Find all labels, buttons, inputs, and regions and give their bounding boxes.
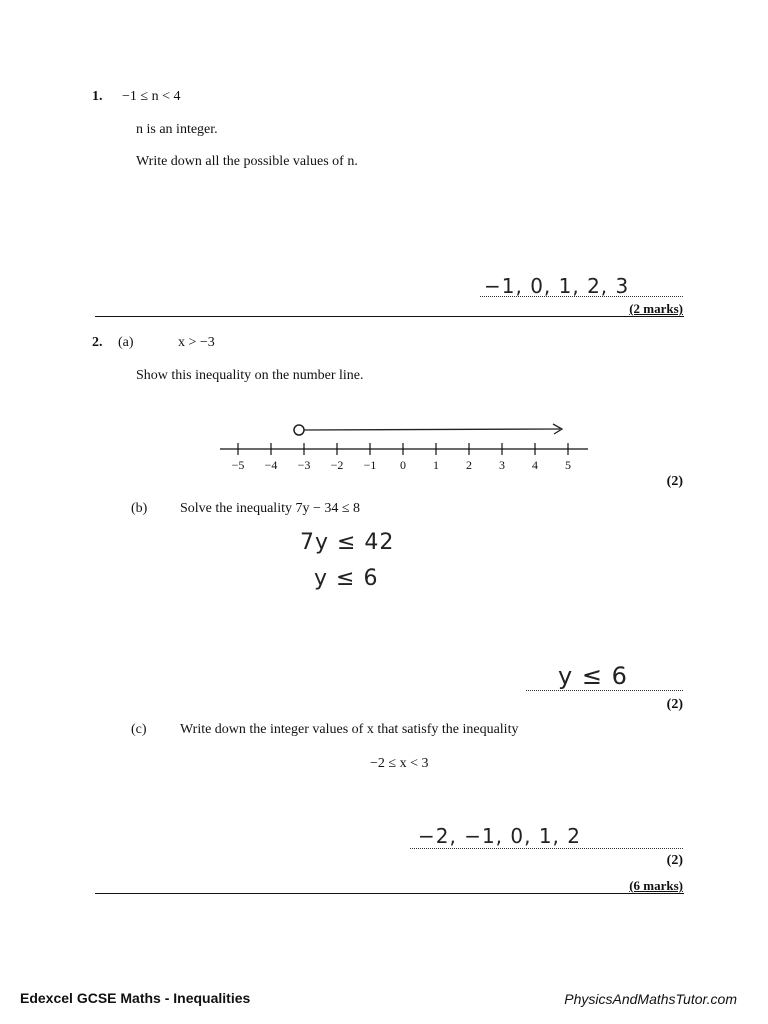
footer-title: Edexcel GCSE Maths - Inequalities [20, 990, 251, 1006]
q2b-answer-line [526, 662, 683, 691]
number-line-tick-label: −4 [264, 458, 278, 472]
q2-divider [95, 893, 684, 894]
number-line-tick-label: 0 [400, 458, 406, 472]
q1-number: 1. [92, 89, 103, 104]
q2c-inequality: −2 ≤ x < 3 [370, 756, 429, 771]
q2a-inequality: x > −3 [178, 335, 215, 350]
q2b-answer: y ≤ 6 [558, 662, 628, 690]
q2b-instruction: Solve the inequality 7y − 34 ≤ 8 [180, 501, 361, 516]
number-line-tick-label: −3 [297, 458, 311, 472]
q2b-marks: (2) [666, 697, 683, 712]
number-line-tick-label: 5 [565, 458, 571, 472]
answer-ray [304, 429, 560, 430]
q1-inequality: −1 ≤ n < 4 [122, 89, 181, 104]
q2b-working-1: 7y ≤ 42 [300, 530, 395, 555]
number-line-tick-label: 1 [433, 458, 439, 472]
q2c-answer: −2, −1, 0, 1, 2 [418, 824, 581, 848]
q2a-marks: (2) [666, 474, 683, 489]
number-line-tick-label: 4 [532, 458, 538, 472]
number-line-tick-label: −5 [231, 458, 245, 472]
q2b-label: (b) [131, 501, 148, 516]
q1-answer: −1, 0, 1, 2, 3 [484, 274, 630, 298]
footer-site: PhysicsAndMathsTutor.com [564, 991, 737, 1007]
open-circle-marker [294, 425, 304, 435]
number-line [210, 412, 600, 477]
q2c-marks: (2) [666, 853, 683, 868]
number-line-tick-label: 2 [466, 458, 472, 472]
q2-number: 2. [92, 335, 103, 350]
number-line-tick-label: 3 [499, 458, 505, 472]
q1-marks: (2 marks) [629, 301, 683, 316]
q2b-working-2: y ≤ 6 [314, 566, 379, 591]
q2c-instruction: Write down the integer values of x that satisfy the inequality [180, 722, 519, 737]
number-line-tick-label: −2 [330, 458, 344, 472]
q2c-answer-line [410, 824, 683, 849]
q1-statement: n is an integer. [136, 122, 218, 137]
q2a-instruction: Show this inequality on the number line. [136, 368, 364, 383]
q2a-label: (a) [118, 335, 134, 350]
q2c-label: (c) [131, 722, 147, 737]
q1-instruction: Write down all the possible values of n. [136, 154, 358, 169]
q2-total-marks: (6 marks) [629, 878, 683, 893]
number-line-tick-label: −1 [363, 458, 377, 472]
q1-divider [95, 316, 684, 317]
q1-answer-line [480, 276, 683, 297]
